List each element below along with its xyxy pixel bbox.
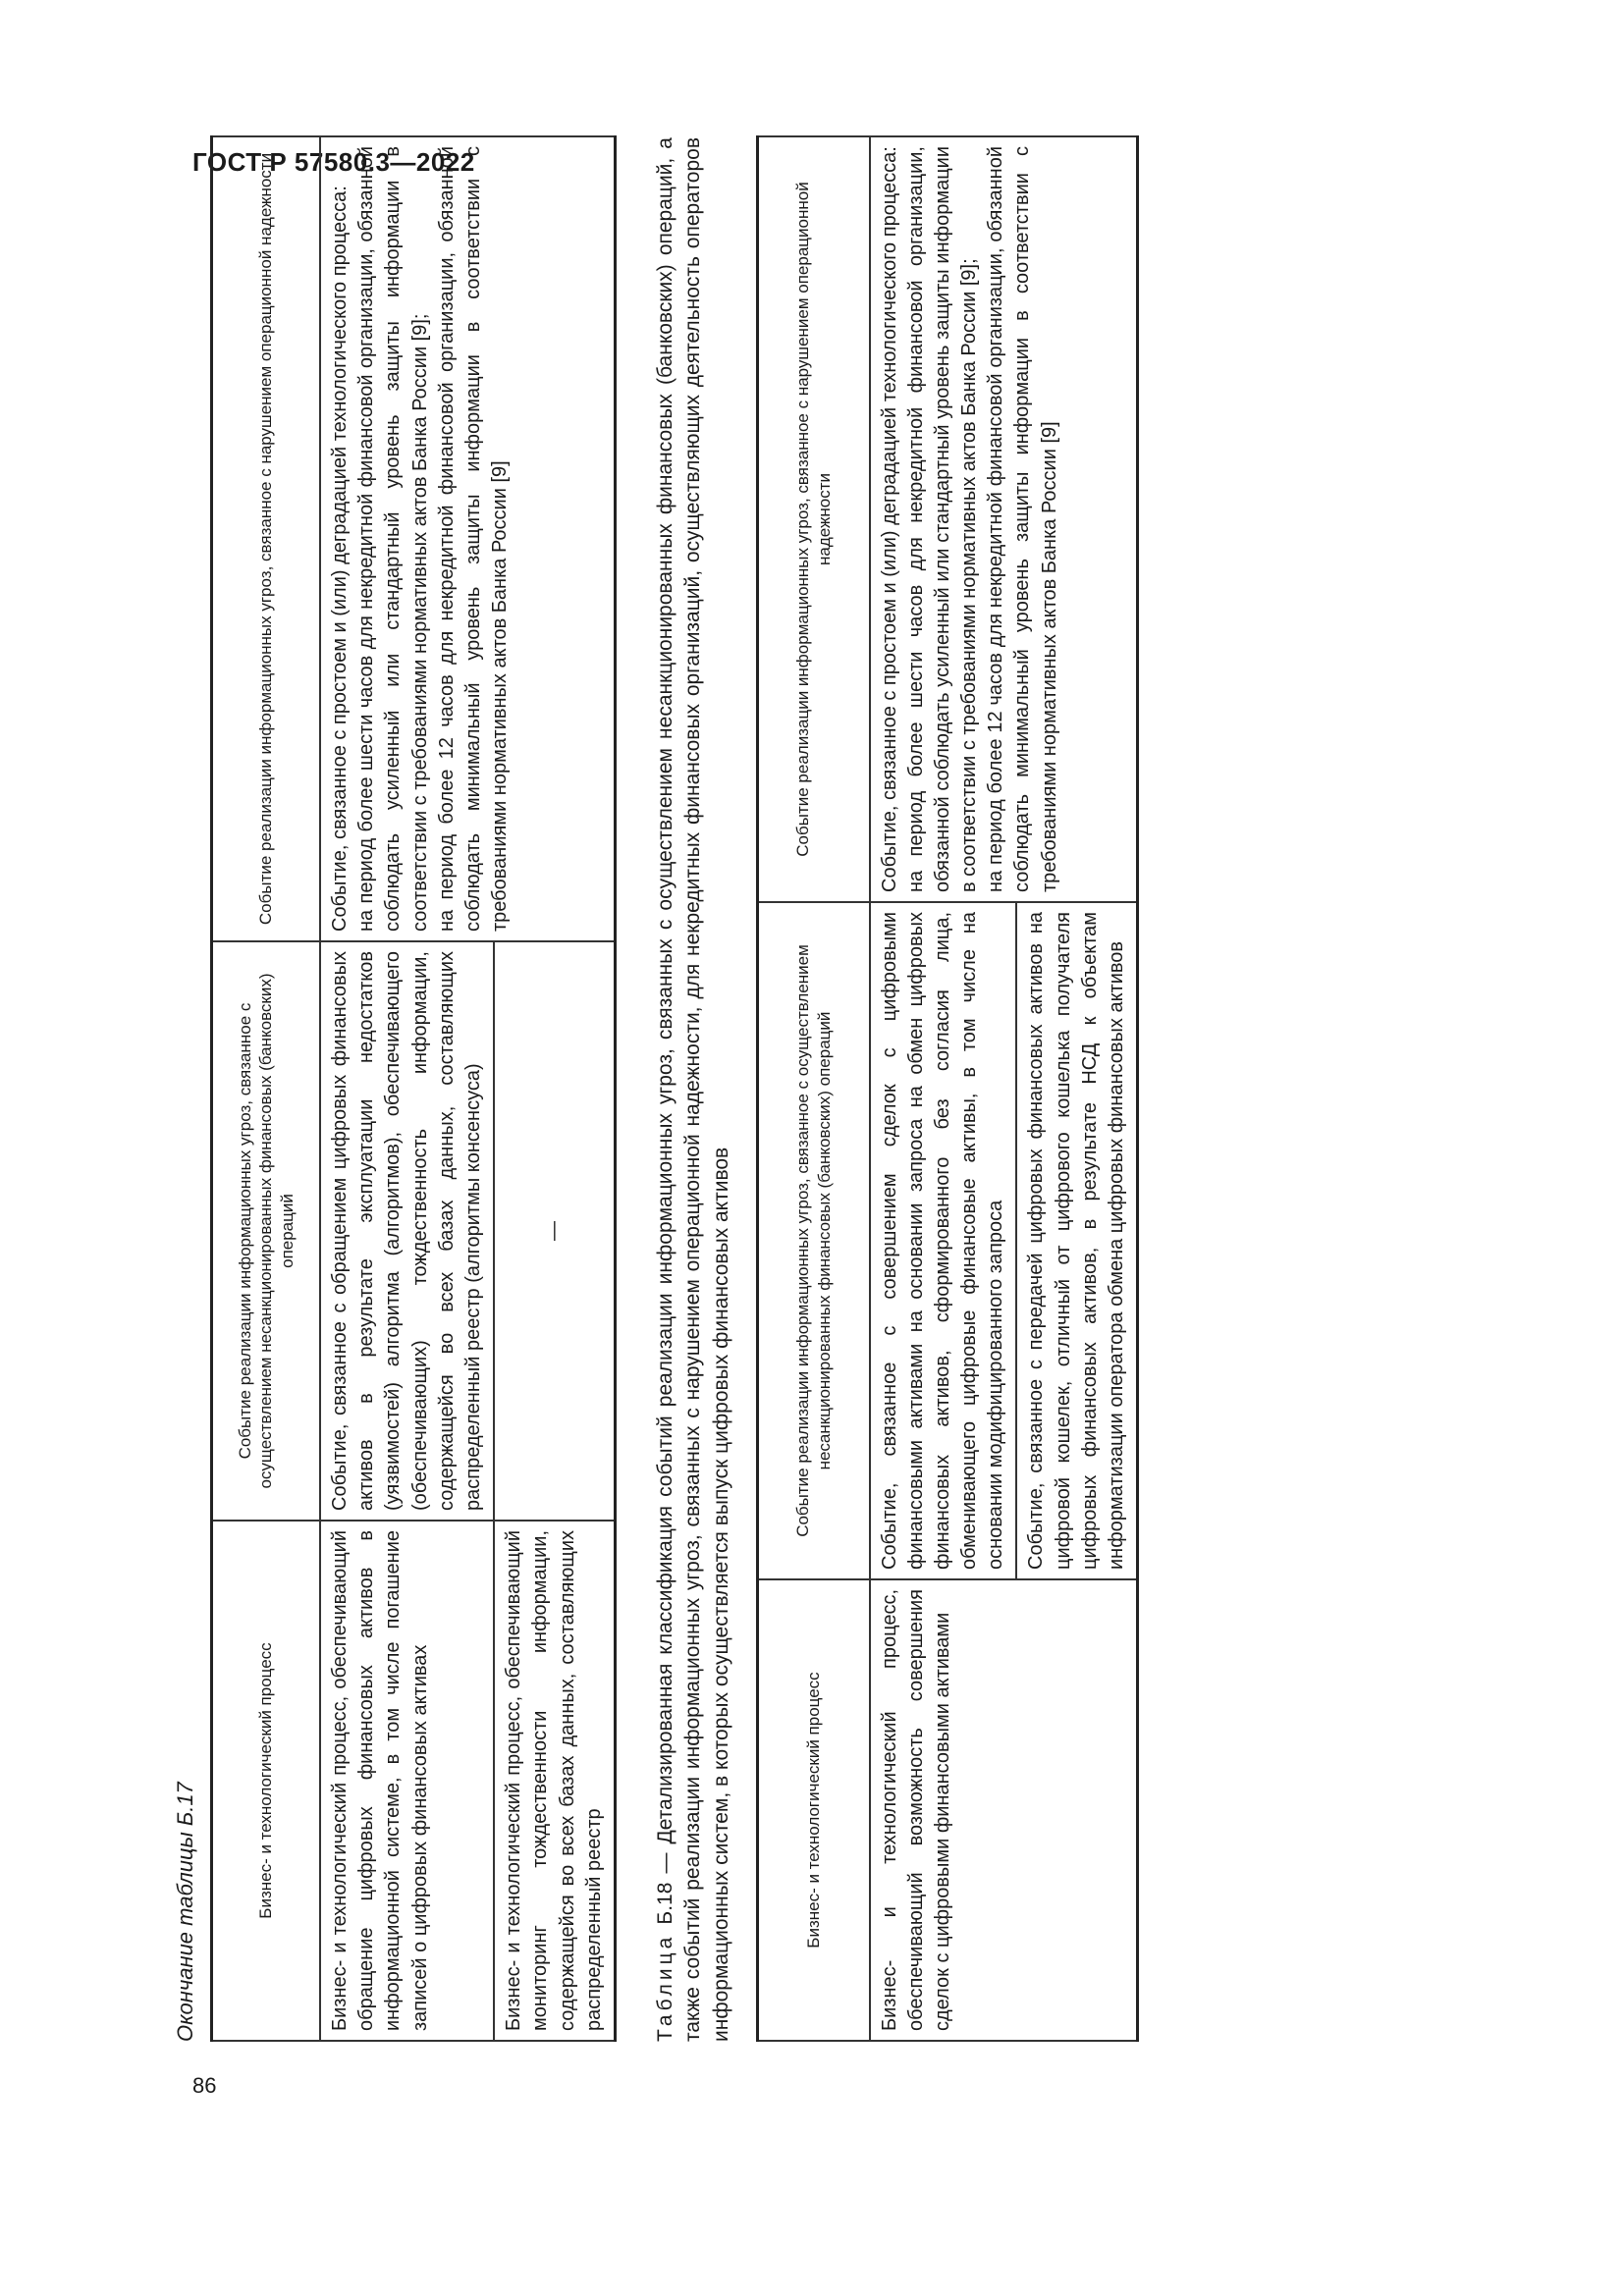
table17-caption: Окончание таблицы Б.17 xyxy=(173,1782,197,2042)
table-row xyxy=(870,136,1017,2041)
document-code: ГОСТ Р 57580.3—2022 xyxy=(192,147,475,177)
table18-header-reliability: Событие реализации информационных угроз, связанное с нарушением операционной надежности xyxy=(757,136,870,902)
table18-header-unauthorized: Событие реализации информационных угроз, связанное с осуществлением несанкционированных финансовых (банковских) операций xyxy=(757,902,870,1579)
table17-header-process: Бизнес- и технологический процесс xyxy=(212,1521,321,2041)
table17-reliability-cell: Событие, связанное с простоем и (или) деградацией технологического процесса: на период более шести часов для некредитной финансовой организации, обязанной соблюдать усиленный или стандартный уровень защиты информации в соответствии с требованиями нормативных актов Банка России [9]; на период более 12 часов для некредитной финансовой организации, обязанной соблюдать минимальный уровень защиты информации в соответствии с требованиями нормативных актов Банка России [9] xyxy=(320,136,615,941)
table18-title-label: Таблица xyxy=(653,1933,677,2042)
table18-unauthorized-1: Событие, связанное с совершением сделок с цифровыми финансовыми активами на основании запроса на обмен цифровых финансовых активов, сформированного без согласия лица, обменивающего цифровые финансовые активы, в том числе на основании модифицированного запроса xyxy=(870,902,1017,1579)
table17-header-row xyxy=(212,136,321,2041)
table17-row2-unauthorized: — xyxy=(494,941,615,1521)
table18-header-process: Бизнес- и технологический процесс xyxy=(757,1579,870,2041)
table-b17 xyxy=(210,135,617,2042)
page-number: 86 xyxy=(192,2073,217,2098)
table17-header-reliability: Событие реализации информационных угроз, связанное с нарушением операционной надежности xyxy=(212,136,321,941)
table17-row2-process: Бизнес- и технологический процесс, обеспечивающий мониторинг тождественности информации, содержащейся во всех базах данных, составляющих распределенный реестр xyxy=(494,1521,615,2041)
table-b18 xyxy=(756,135,1140,2042)
table17-header-unauthorized: Событие реализации информационных угроз, связанное с осуществлением несанкционированных финансовых (банковских) операций xyxy=(212,941,321,1521)
table18-title-text: Б.18 — Детализированная классификация событий реализации информационных угроз, связанных с осуществлением несанкционированных финансовых (банковских) операций, а также событий реализации информационных угроз, связанных с нарушением операционной надежности, для некредитных финансовых организаций, осуществляющих деятельность операторов информационных систем, в которых осуществляется выпуск цифровых финансовых активов xyxy=(653,137,732,2042)
table18-reliability-cell: Событие, связанное с простоем и (или) деградацией технологического процесса: на период более шести часов для некредитной финансовой организации, обязанной соблюдать усиленный или стандартный уровень защиты информации в соответствии с требованиями нормативных актов Банка России [9]; на период более 12 часов для некредитной финансовой организации, обязанной соблюдать минимальный уровень защиты информации в соответствии с требованиями нормативных актов Банка России [9] xyxy=(870,136,1138,902)
table17-row1-unauthorized: Событие, связанное с обращением цифровых финансовых активов в результате эксплуатации недостатков (уязвимостей) алгоритма (алгоритмов), обеспечивающего (обеспечивающих) тождественность информации, содержащейся во всех базах данных, составляющих распределенный реестр (алгоритмы консенсуса) xyxy=(320,941,494,1521)
table-row xyxy=(320,136,494,2041)
table18-process-cell: Бизнес- и технологический процесс, обеспечивающий возможность совершения сделок с цифровыми финансовыми активами xyxy=(870,1579,1138,2041)
table17-row1-process: Бизнес- и технологический процесс, обеспечивающий обращение цифровых финансовых активов в информационной системе, в том числе погашение записей о цифровых финансовых активах xyxy=(320,1521,494,2041)
rotated-page-content xyxy=(173,137,1439,2042)
table18-unauthorized-2: Событие, связанное с передачей цифровых финансовых активов на цифровой кошелек, отличный от цифрового кошелька получателя цифровых финансовых активов, в результате НСД к объектам информатизации оператора обмена цифровых финансовых активов xyxy=(1016,902,1137,1579)
table18-title xyxy=(652,137,736,2042)
table18-header-row xyxy=(757,136,870,2041)
